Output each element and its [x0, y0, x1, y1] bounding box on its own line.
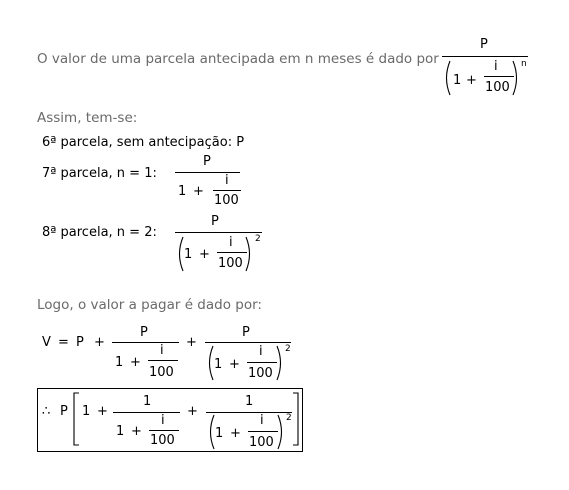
logo-text: Logo, o valor a pagar é dado por:	[37, 297, 262, 313]
left-paren	[442, 60, 452, 96]
fraction-bar	[442, 56, 528, 57]
factor-p: P	[60, 404, 68, 419]
plus-sign: +	[199, 247, 210, 262]
denominator-one: 1	[178, 184, 187, 199]
term-p: P	[76, 335, 84, 350]
right-paren	[244, 236, 254, 272]
left-bracket	[72, 392, 80, 446]
inner-denominator-100: 100	[149, 365, 174, 380]
denominator-one: 1	[214, 357, 223, 372]
fraction-bar	[175, 232, 262, 233]
line-7-label: 7ª parcela, n = 1:	[42, 166, 157, 181]
intro-text: O valor de uma parcela antecipada em n meses é dado por	[37, 51, 439, 67]
exponent-2: 2	[255, 234, 261, 244]
denominator-one: 1	[453, 73, 462, 88]
numerator-one: 1	[245, 394, 254, 409]
inner-fraction-bar	[484, 76, 514, 77]
exponent-2: 2	[286, 413, 292, 423]
right-bracket	[292, 392, 300, 446]
numerator-p: P	[242, 325, 250, 340]
plus-sign: +	[130, 355, 141, 370]
inner-fraction-bar	[248, 431, 278, 432]
inner-numerator-i: i	[229, 235, 233, 250]
inner-fraction-bar	[213, 190, 241, 191]
exponent-n: n	[521, 59, 527, 69]
numerator-p: P	[480, 37, 488, 52]
numerator-p: P	[140, 325, 148, 340]
inner-denominator-100: 100	[150, 433, 175, 448]
numerator-p: P	[203, 154, 211, 169]
right-paren	[276, 414, 286, 450]
exponent-2: 2	[285, 344, 291, 354]
fraction-bar	[205, 342, 291, 343]
equals-sign: =	[58, 335, 69, 350]
plus-sign: +	[466, 73, 477, 88]
plus-sign: +	[230, 426, 241, 441]
right-paren	[511, 60, 521, 96]
numerator-one: 1	[143, 394, 152, 409]
denominator-one: 1	[116, 424, 125, 439]
plus-sign: +	[186, 335, 197, 350]
inner-numerator-i: i	[494, 59, 498, 74]
inner-numerator-i: i	[259, 344, 263, 359]
inner-denominator-100: 100	[485, 80, 510, 95]
plus-sign: +	[229, 357, 240, 372]
plus-sign: +	[193, 184, 204, 199]
inner-denominator-100: 100	[218, 256, 243, 271]
therefore-symbol: ∴	[42, 404, 51, 419]
line-6-label: 6ª parcela, sem antecipação: P	[42, 135, 245, 150]
inner-numerator-i: i	[160, 343, 164, 358]
inner-denominator-100: 100	[249, 435, 274, 450]
inner-numerator-i: i	[161, 413, 165, 428]
fraction-bar	[206, 412, 292, 413]
term-one: 1	[82, 404, 91, 419]
plus-sign: +	[131, 424, 142, 439]
plus-sign: +	[97, 404, 108, 419]
fraction-bar	[112, 342, 179, 343]
inner-fraction-bar	[148, 360, 178, 361]
inner-denominator-100: 100	[248, 366, 273, 381]
assim-text: Assim, tem-se:	[37, 110, 138, 126]
plus-sign: +	[187, 404, 198, 419]
inner-fraction-bar	[149, 430, 179, 431]
plus-sign: +	[94, 335, 105, 350]
fraction-bar	[175, 172, 240, 173]
right-paren	[275, 345, 285, 381]
denominator-one: 1	[215, 426, 224, 441]
denominator-one: 1	[184, 247, 193, 262]
inner-numerator-i: i	[225, 173, 229, 188]
inner-numerator-i: i	[260, 413, 264, 428]
numerator-p: P	[211, 214, 219, 229]
inner-denominator-100: 100	[214, 193, 239, 208]
line-8-label: 8ª parcela, n = 2:	[42, 225, 157, 240]
v-symbol: V	[42, 335, 51, 350]
denominator-one: 1	[115, 355, 124, 370]
inner-fraction-bar	[247, 362, 277, 363]
inner-fraction-bar	[217, 252, 247, 253]
fraction-bar	[113, 412, 180, 413]
